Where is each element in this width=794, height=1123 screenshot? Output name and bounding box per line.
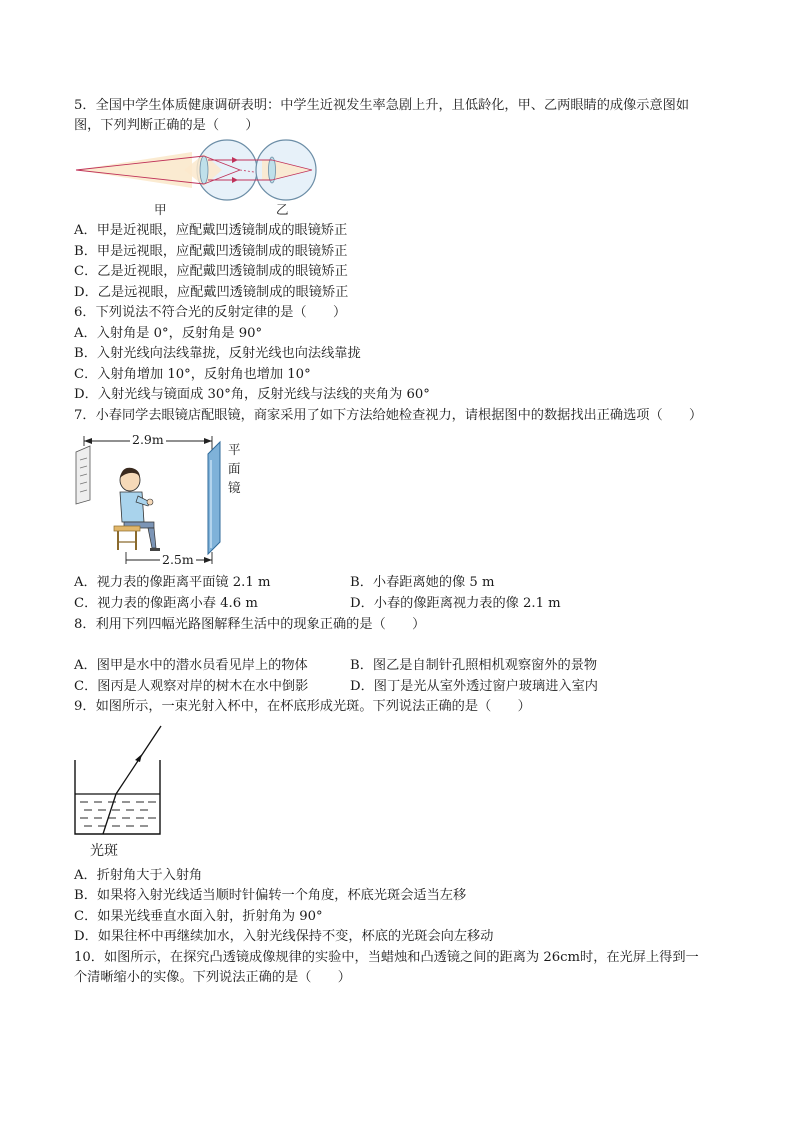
light-spot-label: 光斑 bbox=[90, 843, 118, 859]
eye-diagrams bbox=[72, 138, 332, 218]
q9-option-b: B．如果将入射光线适当顺时针偏转一个角度，杯底光斑会适当左移 bbox=[74, 888, 467, 903]
distance-label-top: 2.9m bbox=[132, 432, 164, 447]
eye-label-a: 甲 bbox=[154, 202, 167, 217]
plane-mirror-icon bbox=[208, 442, 220, 554]
mirror-label-3: 镜 bbox=[228, 480, 241, 495]
q9-option-a: A．折射角大于入射角 bbox=[74, 868, 203, 883]
student-figure-icon bbox=[114, 468, 160, 551]
mirror-label-2: 面 bbox=[228, 461, 241, 476]
mirror-label-1: 平 bbox=[228, 442, 241, 457]
q5-stem-line1: 5．全国中学生体质健康调研表明：中学生近视发生率急剧上升，且低龄化，甲、乙两眼睛的成像示意图如 bbox=[74, 98, 690, 113]
q8-option-c: C．图丙是人观察对岸的树木在水中倒影 bbox=[74, 679, 309, 694]
q9-option-c: C．如果光线垂直水面入射，折射角为 90° bbox=[74, 909, 323, 924]
eye-chart-icon bbox=[76, 446, 90, 504]
q5-option-b: B．甲是远视眼，应配戴凹透镜制成的眼镜矫正 bbox=[74, 244, 348, 259]
eye-test-diagram bbox=[72, 430, 247, 570]
q7-option-b: B．小春距离她的像 5 m bbox=[350, 575, 495, 590]
q8-option-b: B．图乙是自制针孔照相机观察窗外的景物 bbox=[350, 658, 598, 673]
q10-stem-line2: 个清晰缩小的实像。下列说法正确的是（ ） bbox=[74, 970, 351, 985]
q6-stem: 6．下列说法不符合光的反射定律的是（ ） bbox=[74, 305, 347, 320]
q5-option-d: D．乙是远视眼，应配戴凹透镜制成的眼镜矫正 bbox=[74, 285, 349, 300]
eye-label-b: 乙 bbox=[276, 202, 289, 217]
q9-stem: 9．如图所示，一束光射入杯中，在杯底形成光斑。下列说法正确的是（ ） bbox=[74, 699, 531, 714]
q10-stem-line1: 10．如图所示，在探究凸透镜成像规律的实验中，当蜡烛和凸透镜之间的距离为 26cm时，在光屏上得到一 bbox=[74, 950, 699, 965]
cup-refraction-diagram bbox=[72, 722, 172, 840]
q8-stem: 8．利用下列四幅光路图解释生活中的现象正确的是（ ） bbox=[74, 617, 426, 632]
q7-option-a: A．视力表的像距离平面镜 2.1 m bbox=[74, 575, 271, 590]
q5-option-a: A．甲是近视眼，应配戴凹透镜制成的眼镜矫正 bbox=[74, 223, 348, 238]
q6-option-b: B．入射光线向法线靠拢，反射光线也向法线靠拢 bbox=[74, 346, 361, 361]
q8-option-d: D．图丁是光从室外透过窗户玻璃进入室内 bbox=[350, 679, 598, 694]
q7-option-d: D．小春的像距离视力表的像 2.1 m bbox=[350, 596, 561, 611]
q6-option-c: C．入射角增加 10°，反射角也增加 10° bbox=[74, 367, 311, 382]
q6-option-d: D．入射光线与镜面成 30°角，反射光线与法线的夹角为 60° bbox=[74, 387, 430, 402]
q9-option-d: D．如果往杯中再继续加水，入射光线保持不变，杯底的光斑会向左移动 bbox=[74, 929, 494, 944]
q5-option-c: C．乙是近视眼，应配戴凹透镜制成的眼镜矫正 bbox=[74, 264, 348, 279]
q5-stem-line2: 图，下列判断正确的是（ ） bbox=[74, 118, 259, 133]
q8-option-a: A．图甲是水中的潜水员看见岸上的物体 bbox=[74, 658, 308, 673]
eye-diagram-a bbox=[76, 140, 268, 200]
q6-option-a: A．入射角是 0°，反射角是 90° bbox=[74, 326, 263, 341]
q7-option-c: C．视力表的像距离小春 4.6 m bbox=[74, 596, 258, 611]
distance-label-bottom: 2.5m bbox=[162, 552, 194, 567]
q7-stem: 7．小春同学去眼镜店配眼镜，商家采用了如下方法给她检查视力，请根据图中的数据找出正确选项（ ） bbox=[74, 408, 703, 423]
